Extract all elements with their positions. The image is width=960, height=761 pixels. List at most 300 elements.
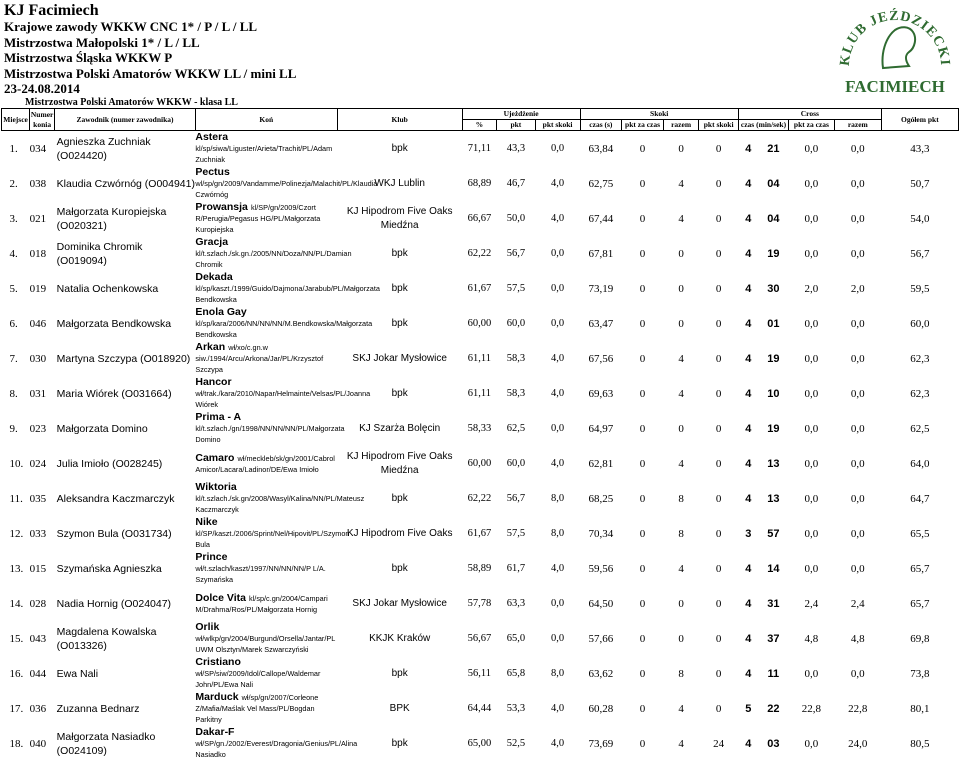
sum-cell: 4 bbox=[678, 387, 684, 400]
place-cell: 3. bbox=[9, 212, 18, 225]
time-cell: 57,66 bbox=[588, 632, 614, 645]
horse-cell bbox=[195, 691, 337, 726]
pct-cell: 62,22 bbox=[467, 493, 492, 504]
place-cell: 14. bbox=[9, 597, 24, 610]
rider-name: Julia Imioło (O028245) bbox=[56, 457, 163, 470]
xsum-cell: 0,0 bbox=[850, 352, 865, 365]
xsk-cell: 0 bbox=[715, 142, 722, 155]
total-cell: 50,7 bbox=[910, 177, 930, 190]
horse-cell bbox=[195, 586, 337, 621]
xtp-cell: 0,0 bbox=[804, 177, 819, 190]
horse-cell bbox=[195, 201, 337, 236]
table-row bbox=[2, 586, 959, 621]
xsum-cell: 2,4 bbox=[850, 597, 865, 610]
place-cell: 4. bbox=[9, 247, 18, 260]
rider-name: Zuzanna Bednarz bbox=[56, 702, 140, 715]
sk-cell: 4,0 bbox=[551, 458, 565, 469]
tpts-cell: 0 bbox=[639, 247, 646, 260]
club-cell: WKJ Lublin bbox=[374, 177, 425, 189]
table-row bbox=[2, 376, 959, 411]
xmin-cell: 4 bbox=[745, 632, 752, 645]
sum-cell: 4 bbox=[678, 212, 684, 225]
sk-cell: 4,0 bbox=[551, 703, 565, 714]
event-title: KJ Facimiech bbox=[4, 2, 99, 19]
xmin-cell: 4 bbox=[745, 352, 752, 365]
subheader-cross-pkt-skoki: pkt skoki bbox=[699, 120, 739, 131]
tpts-cell: 0 bbox=[639, 597, 646, 610]
xsec-cell: 14 bbox=[767, 562, 780, 575]
rider-name: Klaudia Czwórnóg (O004941) bbox=[56, 177, 195, 190]
tpts-cell: 0 bbox=[639, 352, 646, 365]
pct-cell: 58,89 bbox=[467, 563, 492, 574]
table-row bbox=[2, 411, 959, 446]
club-cell: SKJ Jokar Mysłowice bbox=[352, 597, 447, 609]
xsk-cell: 0 bbox=[715, 597, 722, 610]
sum-cell: 8 bbox=[678, 527, 684, 540]
table-row bbox=[2, 166, 959, 201]
horse-cell bbox=[195, 271, 380, 306]
place-cell: 6. bbox=[9, 317, 18, 330]
xsk-cell: 0 bbox=[715, 282, 722, 295]
time-cell: 67,44 bbox=[588, 212, 614, 225]
sum-cell: 4 bbox=[678, 352, 684, 365]
total-cell: 65,7 bbox=[910, 597, 930, 610]
xsec-cell: 22 bbox=[767, 702, 780, 715]
horse-name: Pectus bbox=[195, 166, 230, 178]
total-cell: 73,8 bbox=[910, 667, 930, 680]
xmin-cell: 4 bbox=[745, 142, 752, 155]
sum-cell: 0 bbox=[678, 247, 684, 260]
pts-cell: 60,0 bbox=[506, 458, 526, 469]
xtp-cell: 2,0 bbox=[804, 282, 819, 295]
xmin-cell: 4 bbox=[745, 317, 752, 330]
subheader-pkt: pkt bbox=[497, 120, 536, 131]
sk-cell: 4,0 bbox=[551, 738, 565, 749]
place-cell: 10. bbox=[9, 457, 24, 470]
total-cell: 65,7 bbox=[910, 562, 930, 575]
header-miejsce: Miejsce bbox=[2, 109, 30, 131]
horse-name: Dekada bbox=[195, 271, 233, 283]
horse-name: Prima - A bbox=[195, 411, 242, 423]
total-cell: 62,3 bbox=[910, 387, 930, 400]
sk-cell: 8,0 bbox=[551, 528, 565, 539]
sum-cell: 0 bbox=[678, 142, 684, 155]
horse-cell bbox=[195, 376, 371, 411]
xtp-cell: 0,0 bbox=[804, 247, 819, 260]
xmin-cell: 4 bbox=[745, 177, 752, 190]
subheader-pct: % bbox=[462, 120, 496, 131]
rider-name: Małgorzata Bendkowska bbox=[56, 317, 172, 330]
pts-cell: 60,0 bbox=[506, 318, 526, 329]
xsk-cell: 0 bbox=[715, 667, 722, 680]
sum-cell: 8 bbox=[678, 492, 684, 505]
horse-cell bbox=[195, 236, 352, 271]
xmin-cell: 4 bbox=[745, 247, 752, 260]
tpts-cell: 0 bbox=[639, 492, 646, 505]
xmin-cell: 4 bbox=[745, 492, 752, 505]
horse-name: Astera bbox=[195, 131, 229, 143]
horse-details: kl/SP/gn/2009/Czort R/Perugia/Pegasus HG/PL/Małgorzata Kuropiejska bbox=[195, 203, 321, 234]
club-cell: bpk bbox=[391, 317, 408, 329]
club-cell: bpk bbox=[391, 562, 408, 574]
xtp-cell: 4,8 bbox=[804, 632, 819, 645]
rider-name: Aleksandra Kaczmarczyk bbox=[56, 492, 175, 505]
sk-cell: 0,0 bbox=[551, 633, 565, 644]
rider-cell bbox=[55, 166, 196, 201]
sum-cell: 0 bbox=[678, 632, 684, 645]
horse-details: wł/SP/siw/2009/Idol/Callope/Waldemar John/PL/Ewa Nali bbox=[195, 669, 321, 689]
rider-name: Magdalena Kowalska (O013326) bbox=[56, 625, 157, 652]
xmin-cell: 4 bbox=[745, 422, 752, 435]
rider-name: Dominika Chromik (O019094) bbox=[56, 240, 143, 267]
rider-name: Małgorzata Nasiadko (O024109) bbox=[56, 730, 156, 757]
club-cell: bpk bbox=[391, 142, 408, 154]
place-cell: 13. bbox=[9, 562, 24, 575]
num-cell: 034 bbox=[29, 142, 47, 155]
club-cell: KKJK Kraków bbox=[369, 632, 431, 644]
sk-cell: 0,0 bbox=[551, 423, 565, 434]
time-cell: 73,19 bbox=[588, 282, 614, 295]
total-cell: 64,7 bbox=[910, 492, 930, 505]
header-ogolem: Ogółem pkt bbox=[881, 109, 958, 131]
pct-cell: 56,11 bbox=[467, 668, 492, 679]
rider-cell bbox=[55, 236, 196, 271]
sk-cell: 4,0 bbox=[551, 213, 565, 224]
pts-cell: 50,0 bbox=[506, 213, 526, 224]
xsec-cell: 30 bbox=[767, 282, 780, 295]
club-cell: SKJ Jokar Mysłowice bbox=[352, 352, 447, 364]
xsum-cell: 0,0 bbox=[850, 387, 865, 400]
header-numer: Numer konia bbox=[30, 109, 54, 129]
horse-details: wł/trak./kara/2010/Napar/Helmainte/Velsas/PL/Joanna Wiórek bbox=[195, 389, 371, 409]
xtp-cell: 0,0 bbox=[804, 527, 819, 540]
rider-name: Martyna Szczypa (O018920) bbox=[56, 352, 191, 365]
xsum-cell: 0,0 bbox=[850, 457, 865, 470]
rider-cell bbox=[55, 201, 196, 236]
pct-cell: 68,89 bbox=[467, 178, 492, 189]
xsk-cell: 0 bbox=[715, 177, 722, 190]
tpts-cell: 0 bbox=[639, 212, 646, 225]
rider-name: Małgorzata Kuropiejska (O020321) bbox=[56, 205, 167, 232]
club-cell: bpk bbox=[391, 282, 408, 294]
header-line: Krajowe zawody WKKW CNC 1* / P / L / LL bbox=[4, 19, 258, 34]
rider-cell bbox=[55, 341, 196, 376]
num-cell: 031 bbox=[29, 387, 47, 400]
total-cell: 60,0 bbox=[910, 317, 930, 330]
xsum-cell: 0,0 bbox=[850, 527, 865, 540]
xmin-cell: 4 bbox=[745, 282, 752, 295]
time-cell: 67,56 bbox=[588, 352, 614, 365]
rider-name: Ewa Nali bbox=[56, 667, 99, 680]
num-cell: 023 bbox=[29, 422, 47, 435]
xsum-cell: 0,0 bbox=[850, 247, 865, 260]
horse-name: Wiktoria bbox=[195, 481, 237, 493]
pts-cell: 65,8 bbox=[506, 668, 526, 679]
header-zawodnik: Zawodnik (numer zawodnika) bbox=[55, 109, 196, 131]
horse-name: Dolce Vita bbox=[195, 591, 246, 604]
xmin-cell: 4 bbox=[745, 387, 752, 400]
xmin-cell: 4 bbox=[745, 562, 752, 575]
horse-cell bbox=[195, 516, 350, 551]
xtp-cell: 0,0 bbox=[804, 737, 819, 750]
xsk-cell: 0 bbox=[715, 457, 722, 470]
num-cell: 033 bbox=[29, 527, 47, 540]
tpts-cell: 0 bbox=[639, 177, 646, 190]
pct-cell: 61,67 bbox=[467, 528, 492, 539]
tpts-cell: 0 bbox=[639, 527, 646, 540]
club-cell: KJ Hipodrom Five Oaks Miedźna bbox=[346, 450, 453, 476]
xsec-cell: 19 bbox=[767, 247, 780, 260]
total-cell: 80,1 bbox=[910, 702, 930, 715]
xmin-cell: 4 bbox=[745, 597, 752, 610]
club-cell: bpk bbox=[391, 247, 408, 259]
xsum-cell: 0,0 bbox=[850, 667, 865, 680]
horse-cell bbox=[195, 726, 358, 761]
horse-cell bbox=[195, 341, 337, 376]
sk-cell: 4,0 bbox=[551, 388, 565, 399]
club-cell: KJ Hipodrom Five Oaks bbox=[346, 527, 453, 539]
xsec-cell: 04 bbox=[767, 212, 780, 225]
results-table bbox=[1, 108, 959, 761]
time-cell: 73,69 bbox=[588, 737, 614, 750]
num-cell: 043 bbox=[29, 632, 47, 645]
sum-cell: 4 bbox=[678, 737, 684, 750]
time-cell: 63,47 bbox=[588, 317, 614, 330]
horse-details: kl/t.szlach./sk.gn./2005/NN/Doza/NN/PL/Damian Chromik bbox=[195, 249, 352, 269]
horse-name: Dakar-F bbox=[195, 726, 235, 738]
class-title: Mistrzostwa Polski Amatorów WKKW - klasa LL bbox=[25, 97, 238, 108]
xsum-cell: 24,0 bbox=[848, 737, 868, 750]
total-cell: 62,3 bbox=[910, 352, 930, 365]
pct-cell: 65,00 bbox=[467, 738, 492, 749]
sum-cell: 8 bbox=[678, 667, 684, 680]
pts-cell: 58,3 bbox=[506, 388, 526, 399]
sk-cell: 4,0 bbox=[551, 563, 565, 574]
table-row bbox=[2, 691, 959, 726]
xmin-cell: 4 bbox=[745, 737, 752, 750]
xsk-cell: 0 bbox=[715, 492, 722, 505]
sk-cell: 4,0 bbox=[551, 178, 565, 189]
xsec-cell: 13 bbox=[767, 492, 780, 505]
place-cell: 16. bbox=[9, 667, 24, 680]
time-cell: 63,62 bbox=[588, 667, 614, 680]
horse-name: Hancor bbox=[195, 376, 232, 388]
header-ujezdzenie: Ujeżdżenie bbox=[462, 109, 580, 120]
pct-cell: 61,11 bbox=[467, 353, 492, 364]
sk-cell: 0,0 bbox=[551, 283, 565, 294]
tpts-cell: 0 bbox=[639, 317, 646, 330]
horse-details: kl/sp/siwa/Liguster/Arieta/Trachit/PL/Adam Zuchniak bbox=[195, 144, 333, 164]
rider-cell bbox=[55, 516, 196, 551]
subheader-razem: razem bbox=[663, 120, 698, 131]
table-row bbox=[2, 201, 959, 236]
time-cell: 70,34 bbox=[588, 527, 614, 540]
club-logo bbox=[835, 2, 955, 98]
xsec-cell: 04 bbox=[767, 177, 780, 190]
rider-cell bbox=[55, 656, 196, 691]
horse-name: Cristiano bbox=[195, 656, 241, 668]
horse-name: Prowansja bbox=[195, 201, 248, 213]
num-cell: 021 bbox=[29, 212, 47, 225]
horse-name: Orlik bbox=[195, 621, 220, 633]
horse-details: wł/wlkp/gn/2004/Burgund/Orsella/Jantar/PL UWM Olsztyn/Marek Szwarczyński bbox=[195, 634, 336, 654]
sum-cell: 0 bbox=[678, 282, 684, 295]
rider-cell bbox=[55, 306, 196, 341]
xsec-cell: 10 bbox=[767, 387, 780, 400]
pts-cell: 56,7 bbox=[506, 493, 526, 504]
xtp-cell: 0,0 bbox=[804, 212, 819, 225]
rider-name: Szymańska Agnieszka bbox=[56, 562, 162, 575]
rider-cell bbox=[55, 446, 196, 481]
xsk-cell: 0 bbox=[715, 702, 722, 715]
table-row bbox=[2, 306, 959, 341]
pts-cell: 58,3 bbox=[506, 353, 526, 364]
place-cell: 7. bbox=[9, 352, 18, 365]
num-cell: 035 bbox=[29, 492, 47, 505]
xsk-cell: 0 bbox=[715, 352, 722, 365]
xsec-cell: 03 bbox=[767, 737, 780, 750]
place-cell: 17. bbox=[9, 702, 24, 715]
subheader-cross-razem: razem bbox=[834, 120, 881, 131]
xsum-cell: 0,0 bbox=[850, 142, 865, 155]
horse-name: Camaro bbox=[195, 451, 235, 464]
rider-cell bbox=[55, 411, 196, 446]
place-cell: 5. bbox=[9, 282, 18, 295]
total-cell: 59,5 bbox=[910, 282, 930, 295]
logo-bottom-text: FACIMIECH bbox=[845, 77, 945, 96]
time-cell: 68,25 bbox=[588, 492, 614, 505]
pct-cell: 62,22 bbox=[467, 248, 492, 259]
xtp-cell: 0,0 bbox=[804, 562, 819, 575]
time-cell: 59,56 bbox=[588, 562, 614, 575]
table-row bbox=[2, 131, 959, 167]
xsec-cell: 57 bbox=[767, 527, 780, 540]
horse-name: Enola Gay bbox=[195, 306, 247, 318]
club-cell: KJ Szarża Bolęcin bbox=[359, 422, 441, 434]
header-skoki: Skoki bbox=[580, 109, 738, 120]
xsum-cell: 4,8 bbox=[850, 632, 865, 645]
xtp-cell: 0,0 bbox=[804, 387, 819, 400]
xsk-cell: 0 bbox=[715, 247, 722, 260]
pct-cell: 61,67 bbox=[467, 283, 492, 294]
horse-details: wł/xo/c.gn.w siw./1994/Arcu/Arkona/Jar/PL/Krzysztof Szczypa bbox=[195, 343, 324, 374]
horse-name: Nike bbox=[195, 516, 218, 528]
pts-cell: 61,7 bbox=[506, 563, 526, 574]
place-cell: 2. bbox=[9, 177, 18, 190]
club-cell: bpk bbox=[391, 667, 408, 679]
num-cell: 046 bbox=[29, 317, 47, 330]
xtp-cell: 0,0 bbox=[804, 352, 819, 365]
horse-cell bbox=[195, 446, 337, 481]
pct-cell: 57,78 bbox=[467, 598, 492, 609]
xsec-cell: 11 bbox=[767, 667, 780, 680]
club-cell: bpk bbox=[391, 387, 408, 399]
pts-cell: 53,3 bbox=[506, 703, 526, 714]
num-cell: 040 bbox=[29, 737, 47, 750]
xsk-cell: 0 bbox=[715, 527, 722, 540]
pts-cell: 63,3 bbox=[506, 598, 526, 609]
xsec-cell: 21 bbox=[767, 142, 780, 155]
pts-cell: 56,7 bbox=[506, 248, 526, 259]
pts-cell: 43,3 bbox=[506, 143, 526, 154]
place-cell: 18. bbox=[9, 737, 24, 750]
xtp-cell: 0,0 bbox=[804, 422, 819, 435]
horse-cell bbox=[195, 306, 373, 341]
num-cell: 030 bbox=[29, 352, 47, 365]
xmin-cell: 4 bbox=[745, 212, 752, 225]
horse-cell bbox=[195, 411, 345, 446]
sk-cell: 0,0 bbox=[551, 598, 565, 609]
xtp-cell: 0,0 bbox=[804, 492, 819, 505]
tpts-cell: 0 bbox=[639, 142, 646, 155]
xsk-cell: 0 bbox=[715, 422, 722, 435]
tpts-cell: 0 bbox=[639, 457, 646, 470]
sk-cell: 0,0 bbox=[551, 248, 565, 259]
sk-cell: 8,0 bbox=[551, 668, 565, 679]
time-cell: 62,75 bbox=[588, 177, 614, 190]
sum-cell: 4 bbox=[678, 457, 684, 470]
header-line: Mistrzostwa Polski Amatorów WKKW LL / mini LL bbox=[4, 65, 297, 81]
header-cross: Cross bbox=[738, 109, 881, 120]
rider-cell bbox=[55, 586, 196, 621]
horse-head-icon bbox=[883, 27, 916, 68]
rider-name: Szymon Bula (O031734) bbox=[56, 527, 172, 540]
sum-cell: 4 bbox=[678, 177, 684, 190]
pts-cell: 57,5 bbox=[506, 283, 526, 294]
pts-cell: 52,5 bbox=[506, 738, 526, 749]
place-cell: 11. bbox=[9, 492, 23, 505]
table-row bbox=[2, 236, 959, 271]
xsec-cell: 19 bbox=[767, 422, 780, 435]
header-klub: Klub bbox=[337, 109, 462, 131]
tpts-cell: 0 bbox=[639, 667, 646, 680]
num-cell: 044 bbox=[29, 667, 47, 680]
horse-name: Marduck bbox=[195, 691, 239, 703]
total-cell: 65,5 bbox=[910, 527, 930, 540]
pts-cell: 57,5 bbox=[506, 528, 526, 539]
xtp-cell: 0,0 bbox=[804, 667, 819, 680]
pct-cell: 66,67 bbox=[467, 213, 492, 224]
time-cell: 64,97 bbox=[588, 422, 614, 435]
rider-name: Małgorzata Domino bbox=[56, 422, 148, 435]
sum-cell: 0 bbox=[678, 597, 684, 610]
horse-details: kl/sp/c.gn/2004/Campari M/Drahma/Ros/PL/Małgorzata Hornig bbox=[195, 593, 328, 614]
tpts-cell: 0 bbox=[639, 422, 646, 435]
subheader-pkt-za-czas: pkt za czas bbox=[622, 120, 664, 131]
horse-details: kl/t.szlach./sk.gn/2008/Wasyl/Kalina/NN/PL/Mateusz Kaczmarczyk bbox=[195, 494, 365, 514]
rider-cell bbox=[55, 726, 196, 761]
num-cell: 024 bbox=[29, 457, 47, 470]
tpts-cell: 0 bbox=[639, 737, 646, 750]
sum-cell: 0 bbox=[678, 422, 684, 435]
horse-cell bbox=[195, 481, 365, 516]
xsk-cell: 24 bbox=[713, 737, 725, 750]
xsum-cell: 0,0 bbox=[850, 177, 865, 190]
xsec-cell: 13 bbox=[767, 457, 780, 470]
num-cell: 036 bbox=[29, 702, 47, 715]
rider-cell bbox=[55, 551, 196, 586]
rider-name: Maria Wiórek (O031664) bbox=[56, 387, 172, 400]
xsum-cell: 0,0 bbox=[850, 317, 865, 330]
horse-details: kl/sp/kara/2006/NN/NN/NN/M.Bendkowska/Małgorzata Bendkowska bbox=[195, 319, 373, 339]
xsum-cell: 0,0 bbox=[850, 422, 865, 435]
rider-cell bbox=[55, 131, 196, 167]
header-kon: Koń bbox=[195, 109, 337, 131]
pct-cell: 58,33 bbox=[467, 423, 492, 434]
table-row bbox=[2, 481, 959, 516]
sk-cell: 4,0 bbox=[551, 353, 565, 364]
xsec-cell: 19 bbox=[767, 352, 780, 365]
